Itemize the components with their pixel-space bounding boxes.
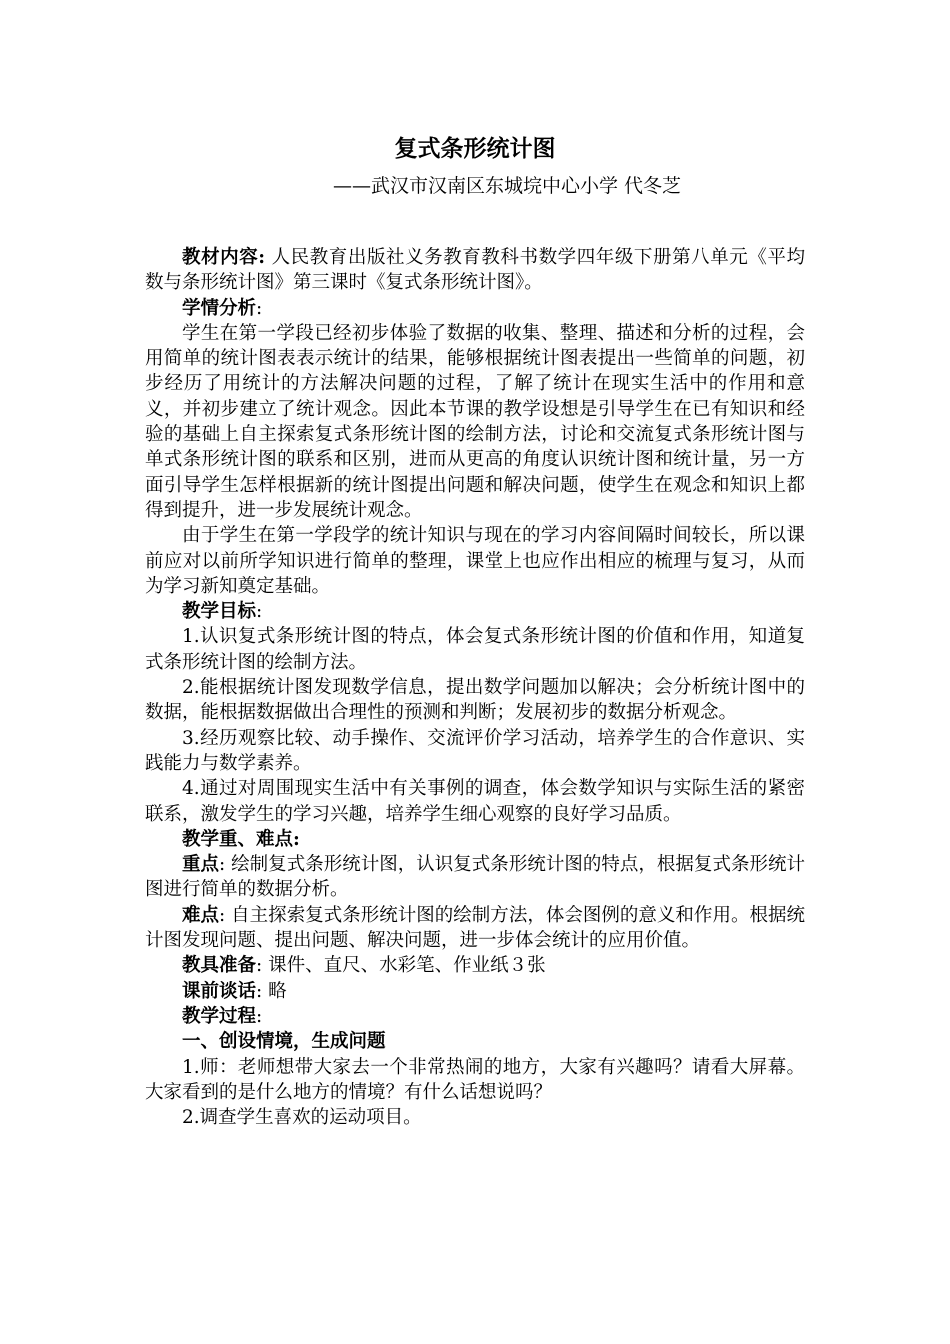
process-label: 教学过程	[182, 1005, 257, 1027]
goals-heading	[145, 599, 805, 624]
goal-item-4: 4.通过对周围现实生活中有关事例的调查，体会数学知识与实际生活的紧密联系，激发学生的学习兴趣，培养学生细心观察的良好学习品质。	[145, 778, 805, 825]
document-body	[145, 245, 805, 1130]
process-heading	[145, 1004, 805, 1029]
focus-label: 重点	[182, 854, 220, 876]
difficult-text: 自主探索复式条形统计图的绘制方法，体会图例的意义和作用。根据统计图发现问题、提出问题、解决问题，进一步体会统计的应用价值。	[145, 904, 805, 952]
difficult-paragraph	[145, 903, 805, 954]
step1-item-1: 1.师：老师想带大家去一个非常热闹的地方，大家有兴趣吗？请看大屏幕。大家看到的是什么地方的情境？有什么话想说吗？	[145, 1056, 805, 1103]
pretalk-text: 略	[262, 980, 287, 1002]
keypoints-label-sep: :	[293, 828, 300, 850]
author-line: ——武汉市汉南区东城垸中心小学 代冬芝	[333, 175, 682, 197]
step1-heading	[145, 1029, 805, 1054]
pretalk-paragraph	[145, 979, 805, 1004]
step1-heading-text: 一、创设情境，生成问题	[182, 1031, 386, 1053]
material-paragraph	[145, 245, 805, 296]
goal-item-3: 3.经历观察比较、动手操作、交流评价学习活动，培养学生的合作意识、实践能力与数学素养。	[145, 727, 805, 774]
goal-item-2: 2.能根据统计图发现数学信息，提出数学问题加以解决；会分析统计图中的数据，能根据数据做出合理性的预测和判断；发展初步的数据分析观念。	[145, 677, 805, 724]
analysis-label-sep: :	[256, 297, 263, 319]
step1-item-2: 2.调查学生喜欢的运动项目。	[182, 1107, 422, 1129]
focus-label-sep: :	[219, 854, 226, 876]
document-title: 复式条形统计图	[394, 135, 556, 162]
tools-text: 课件、直尺、水彩笔、作业纸３张	[262, 955, 546, 977]
analysis-label: 学情分析	[182, 297, 257, 319]
material-label-sep: :	[258, 247, 266, 268]
difficult-label: 难点	[182, 904, 220, 926]
focus-paragraph	[145, 852, 805, 903]
goal-item-1: 1.认识复式条形统计图的特点，体会复式条形统计图的价值和作用，知道复式条形统计图的绘制方法。	[145, 626, 805, 673]
material-label: 教材内容	[182, 247, 259, 268]
material-text: 人民教育出版社义务教育教科书数学四年级下册第八单元《平均数与条形统计图》第三课时《复式条形统计图》。	[145, 247, 805, 294]
pretalk-label: 课前谈话	[182, 980, 257, 1002]
tools-label-sep: :	[256, 955, 263, 977]
keypoints-heading	[145, 827, 805, 852]
difficult-label-sep: :	[219, 904, 226, 926]
process-label-sep: :	[256, 1005, 263, 1027]
focus-text: 绘制复式条形统计图，认识复式条形统计图的特点，根据复式条形统计图进行简单的数据分析。	[145, 854, 805, 901]
analysis-paragraph-1: 学生在第一学段已经初步体验了数据的收集、整理、描述和分析的过程，会用简单的统计图表表示统计的结果，能够根据统计图表提出一些简单的问题，初步经历了用统计的方法解决问题的过程，了解了统计在现实生活中的作用和意义，并初步建立了统计观念。因此本节课的教学设想是引导学生在已有知识和经验的基础上自主探索复式条形统计图的绘制方法，讨论和交流复式条形统计图与单式条形统计图的联系和区别，进而从更高的角度认识统计图和统计量，另一方面引导学生怎样根据新的统计图提出问题和解决问题，使学生在观念和知识上都得到提升，进一步发展统计观念。	[145, 322, 805, 521]
goals-label: 教学目标	[182, 601, 257, 623]
keypoints-label: 教学重、难点	[182, 828, 294, 850]
tools-label: 教具准备	[182, 955, 257, 977]
tools-paragraph	[145, 953, 805, 978]
analysis-paragraph-2: 由于学生在第一学段学的统计知识与现在的学习内容间隔时间较长，所以课前应对以前所学知识进行简单的整理，课堂上也应作出相应的梳理与复习，从而为学习新知奠定基础。	[145, 525, 805, 597]
pretalk-label-sep: :	[256, 980, 263, 1002]
goals-label-sep: :	[256, 601, 263, 623]
analysis-heading	[145, 296, 805, 321]
